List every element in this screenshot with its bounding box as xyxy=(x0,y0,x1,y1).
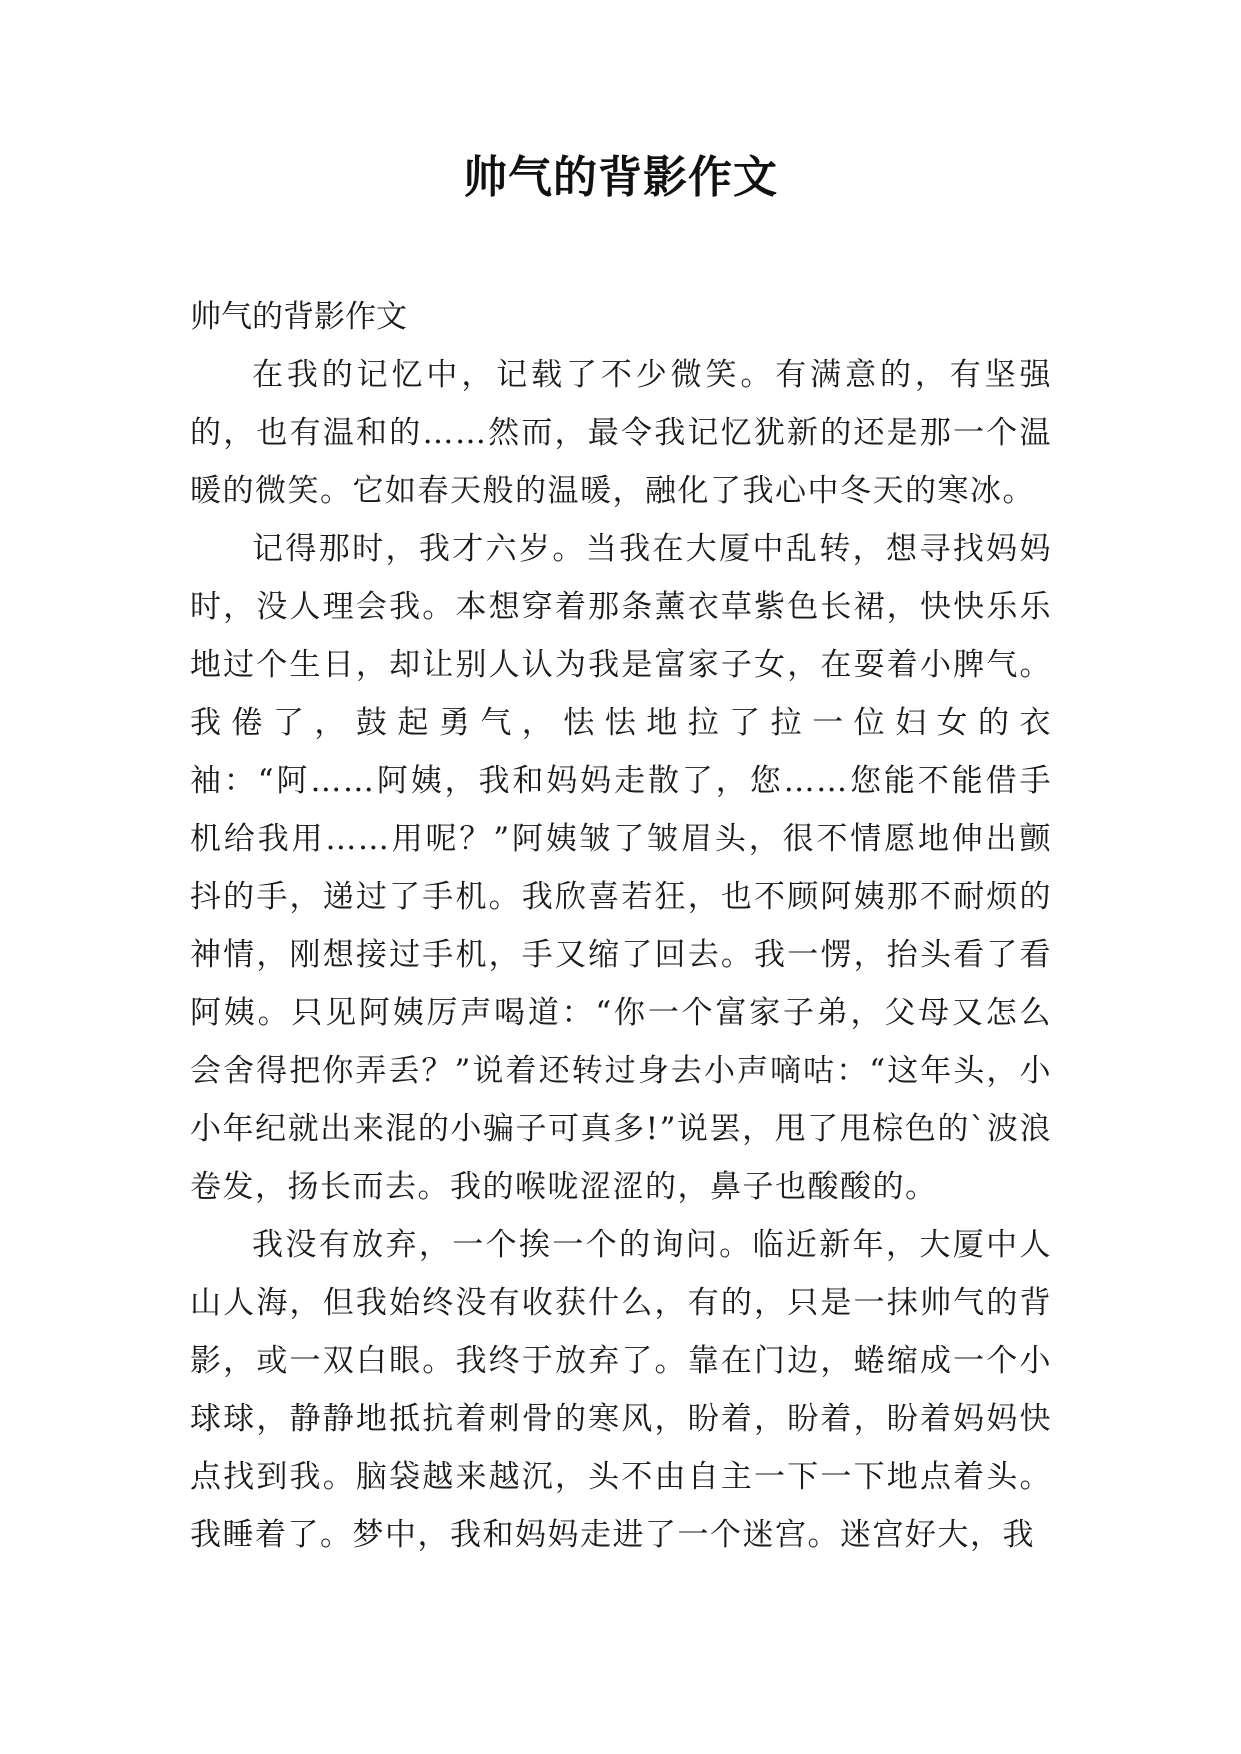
paragraph: 记得那时，我才六岁。当我在大厦中乱转，想寻找妈妈时，没人理会我。本想穿着那条薰衣草紫色长裙，快快乐乐地过个生日，却让别人认为我是富家子女，在耍着小脾气。我倦了，鼓起勇气，怯怯地拉了拉一位妇女的衣袖：“阿……阿姨，我和妈妈走散了，您……您能不能借手机给我用……用呢？”阿姨皱了皱眉头，很不情愿地伸出颤抖的手，递过了手机。我欣喜若狂，也不顾阿姨那不耐烦的神情，刚想接过手机，手又缩了回去。我一愣，抬头看了看阿姨。只见阿姨厉声喝道：“你一个富家子弟，父母又怎么会舍得把你弄丢？”说着还转过身去小声嘀咕：“这年头，小小年纪就出来混的小骗子可真多!”说罢，甩了甩棕色的`波浪卷发，扬长而去。我的喉咙涩涩的，鼻子也酸酸的。 xyxy=(190,531,1052,1205)
document-body xyxy=(190,288,1052,1564)
document-subtitle: 帅气的背影作文 xyxy=(190,299,407,335)
document-title: 帅气的背影作文 xyxy=(463,152,778,203)
paragraph: 我没有放弃，一个挨一个的询问。临近新年，大厦中人山人海，但我始终没有收获什么，有的，只是一抹帅气的背影，或一双白眼。我终于放弃了。靠在门边，蜷缩成一个小球球，静静地抵抗着刺骨的寒风，盼着，盼着，盼着妈妈快点找到我。脑袋越来越沉，头不由自主一下一下地点着头。我睡着了。梦中，我和妈妈走进了一个迷宫。迷宫好大，我 xyxy=(190,1227,1052,1553)
paragraph: 在我的记忆中，记载了不少微笑。有满意的，有坚强的，也有温和的……然而，最令我记忆犹新的还是那一个温暖的微笑。它如春天般的温暖，融化了我心中冬天的寒冰。 xyxy=(190,357,1052,509)
